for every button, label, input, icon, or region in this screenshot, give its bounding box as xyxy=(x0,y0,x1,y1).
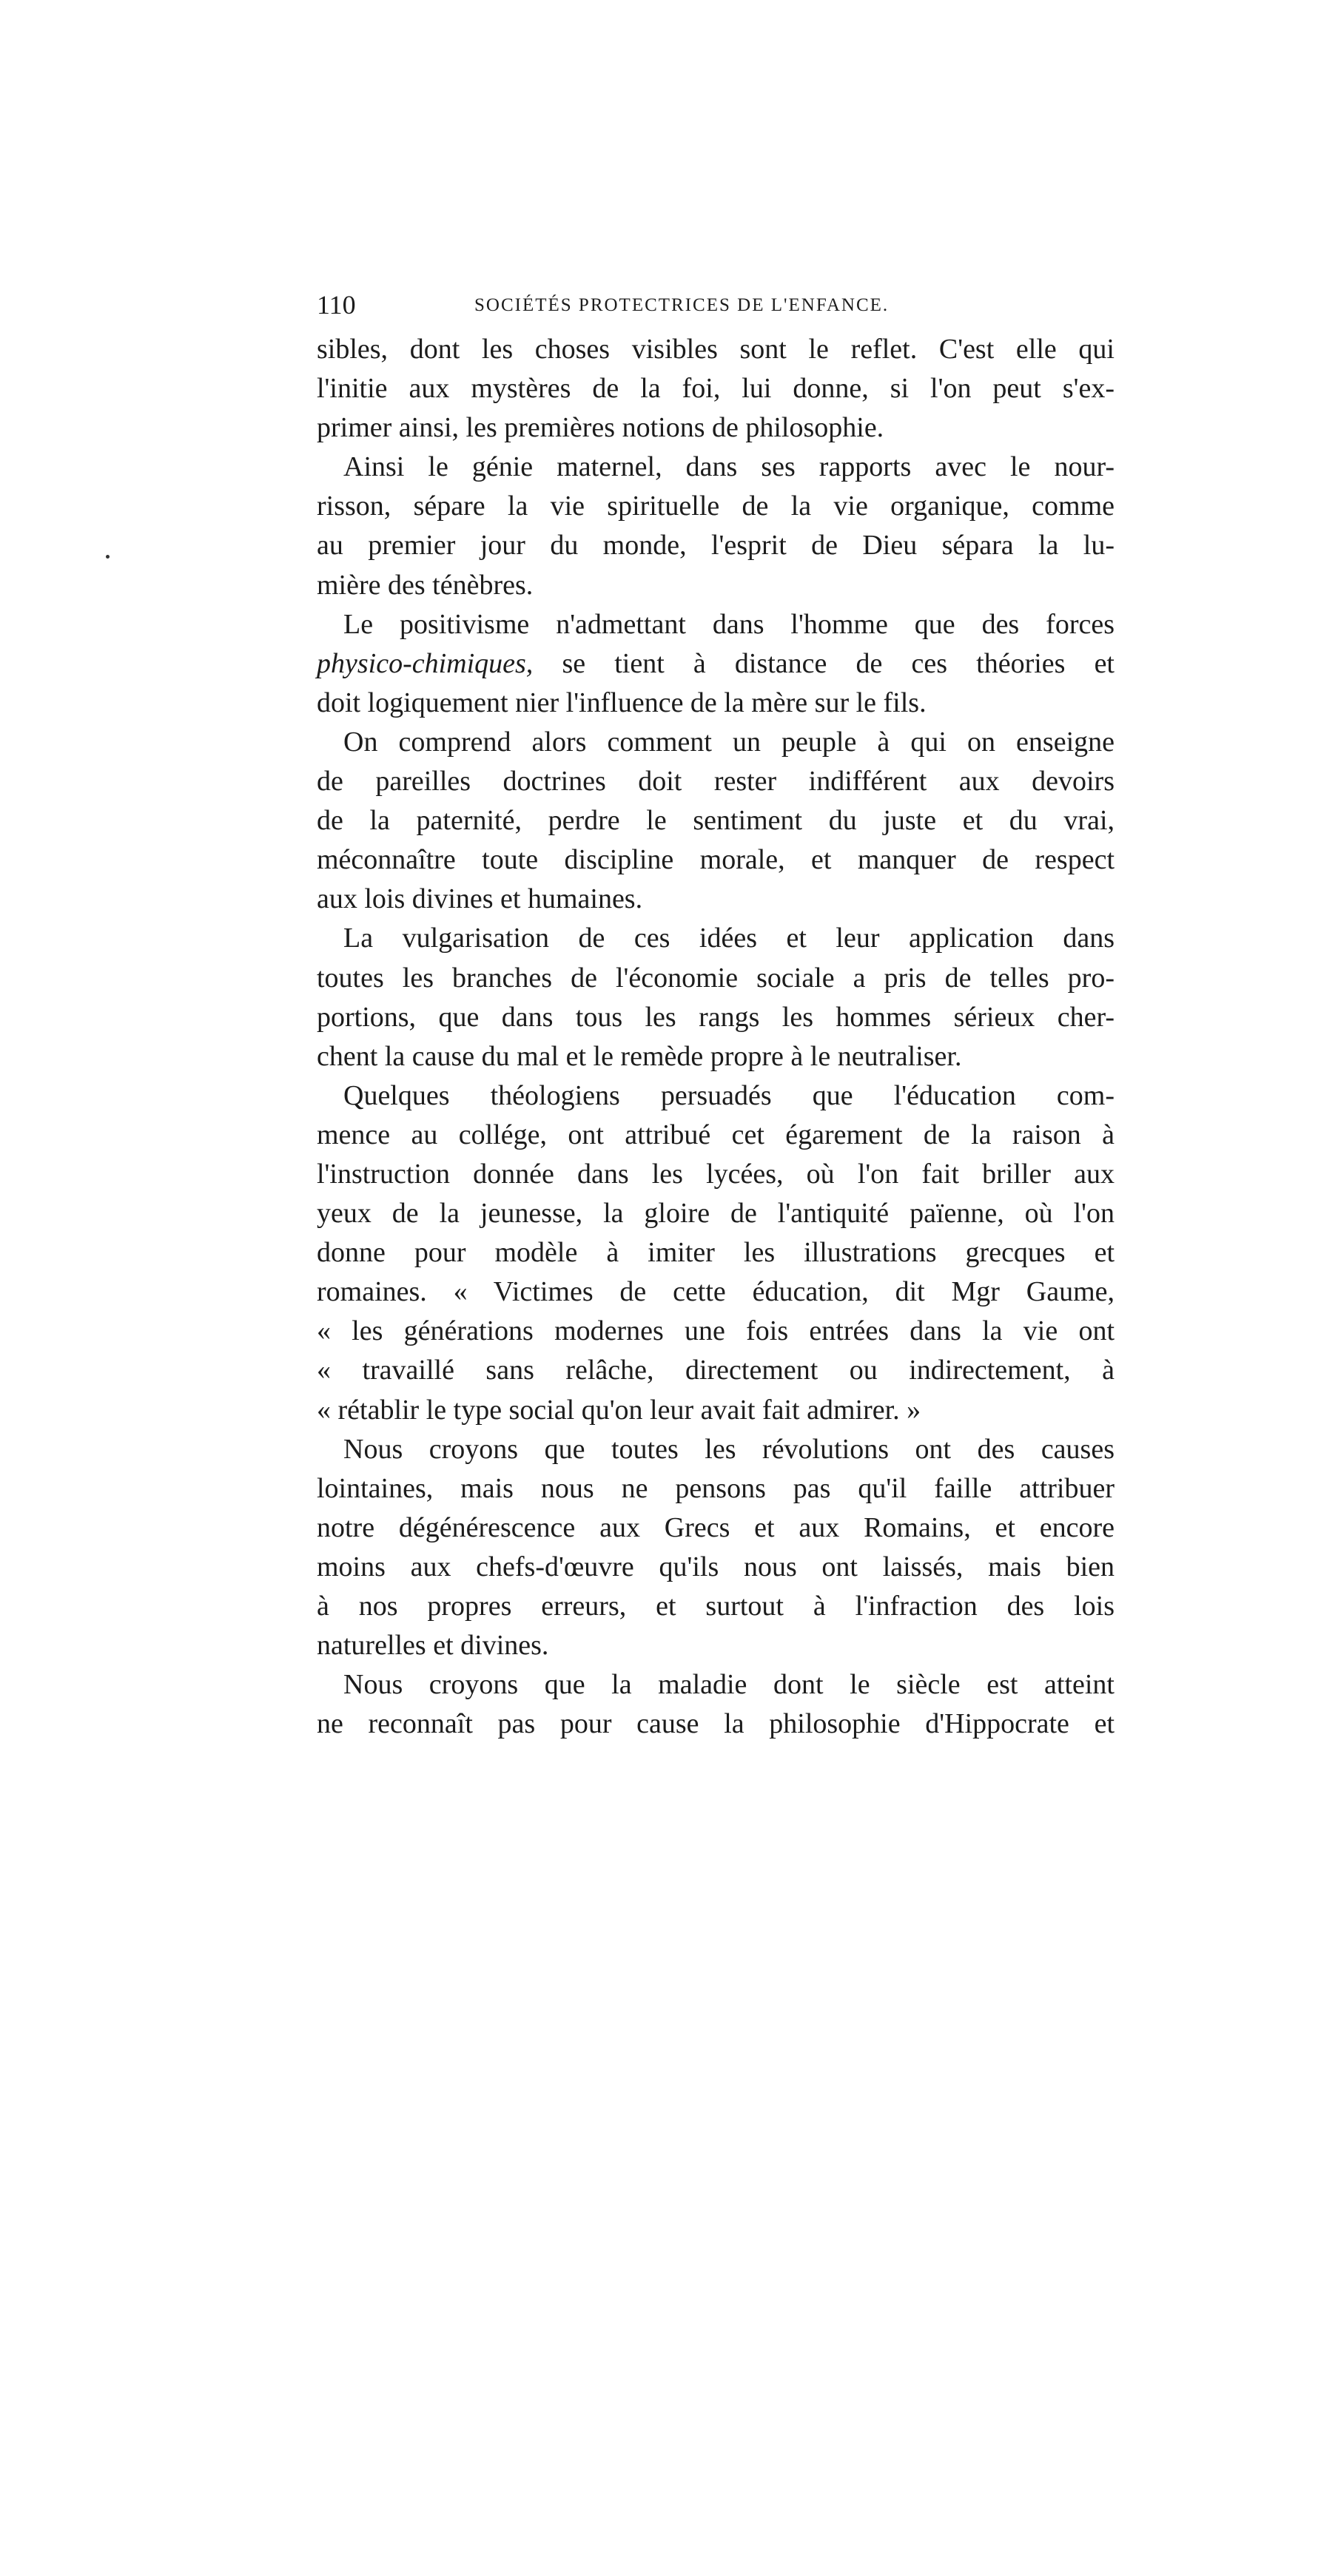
text-line: notre dégénérescence aux Grecs et aux Romains, et encore xyxy=(317,1511,1115,1543)
running-title: SOCIÉTÉS PROTECTRICES DE L'ENFANCE. xyxy=(474,295,890,315)
text-line: toutes les branches de l'économie sociale a pris de telles pro- xyxy=(317,962,1115,994)
text-line: Nous croyons que toutes les révolutions ont des causes xyxy=(343,1433,1115,1465)
text-line: l'initie aux mystères de la foi, lui donne, si l'on peut s'ex- xyxy=(317,373,1115,405)
text-line xyxy=(317,644,1115,684)
text-line: Quelques théologiens persuadés que l'éducation com- xyxy=(343,1079,1115,1111)
text-line: Nous croyons que la maladie dont le siècle est atteint xyxy=(343,1669,1115,1701)
text-line: Le positivisme n'admettant dans l'homme que des forces xyxy=(343,608,1115,640)
text-line: Ainsi le génie maternel, dans ses rapports avec le nour- xyxy=(343,451,1115,483)
text-line: mence au collége, ont attribué cet égarement de la raison à xyxy=(317,1119,1115,1150)
text-line: au premier jour du monde, l'esprit de Dieu sépara la lu- xyxy=(317,530,1115,562)
line-rest: se tient à distance de ces théories et xyxy=(533,647,1115,679)
text-line: portions, que dans tous les rangs les hommes sérieux cher- xyxy=(317,1001,1115,1033)
text-line: risson, sépare la vie spirituelle de la vie organique, comme xyxy=(317,490,1115,522)
paper-speck xyxy=(106,555,110,559)
running-header xyxy=(317,290,1115,320)
text-line: doit logiquement nier l'influence de la mère sur le fils. xyxy=(317,687,927,718)
text-line: ne reconnaît pas pour cause la philosophie d'Hippocrate et xyxy=(317,1708,1115,1740)
text-line: chent la cause du mal et le remède propre à le neutraliser. xyxy=(317,1040,962,1072)
text-line: mière des ténèbres. xyxy=(317,569,534,601)
text-line: de pareilles doctrines doit rester indifférent aux devoirs xyxy=(317,766,1115,798)
text-line: l'instruction donnée dans les lycées, où l'on fait briller aux xyxy=(317,1158,1115,1190)
body-text xyxy=(317,330,1115,1744)
text-line: aux lois divines et humaines. xyxy=(317,883,643,915)
text-line: à nos propres erreurs, et surtout à l'infraction des lois xyxy=(317,1591,1115,1622)
italic-term: physico-chimiques, xyxy=(317,647,534,679)
text-line: sibles, dont les choses visibles sont le reflet. C'est elle qui xyxy=(317,334,1115,365)
text-line: romaines. « Victimes de cette éducation, dit Mgr Gaume, xyxy=(317,1276,1115,1308)
text-line: « rétablir le type social qu'on leur avait fait admirer. » xyxy=(317,1394,921,1426)
text-line: naturelles et divines. xyxy=(317,1630,549,1662)
page-number: 110 xyxy=(317,290,356,320)
text-line: On comprend alors comment un peuple à qui on enseigne xyxy=(343,726,1115,758)
text-line: yeux de la jeunesse, la gloire de l'antiquité païenne, où l'on xyxy=(317,1198,1115,1230)
text-line: « travaillé sans relâche, directement ou indirectement, à xyxy=(317,1355,1115,1386)
text-line: donne pour modèle à imiter les illustrations grecques et xyxy=(317,1237,1115,1269)
text-line: primer ainsi, les premières notions de philosophie. xyxy=(317,412,884,444)
text-line: de la paternité, perdre le sentiment du juste et du vrai, xyxy=(317,805,1115,837)
text-line: méconnaître toute discipline morale, et manquer de respect xyxy=(317,844,1115,876)
text-line: lointaines, mais nous ne pensons pas qu'il faille attribuer xyxy=(317,1472,1115,1504)
text-line: La vulgarisation de ces idées et leur application dans xyxy=(343,923,1115,954)
text-line: moins aux chefs-d'œuvre qu'ils nous ont laissés, mais bien xyxy=(317,1551,1115,1582)
text-line: « les générations modernes une fois entrées dans la vie ont xyxy=(317,1315,1115,1347)
